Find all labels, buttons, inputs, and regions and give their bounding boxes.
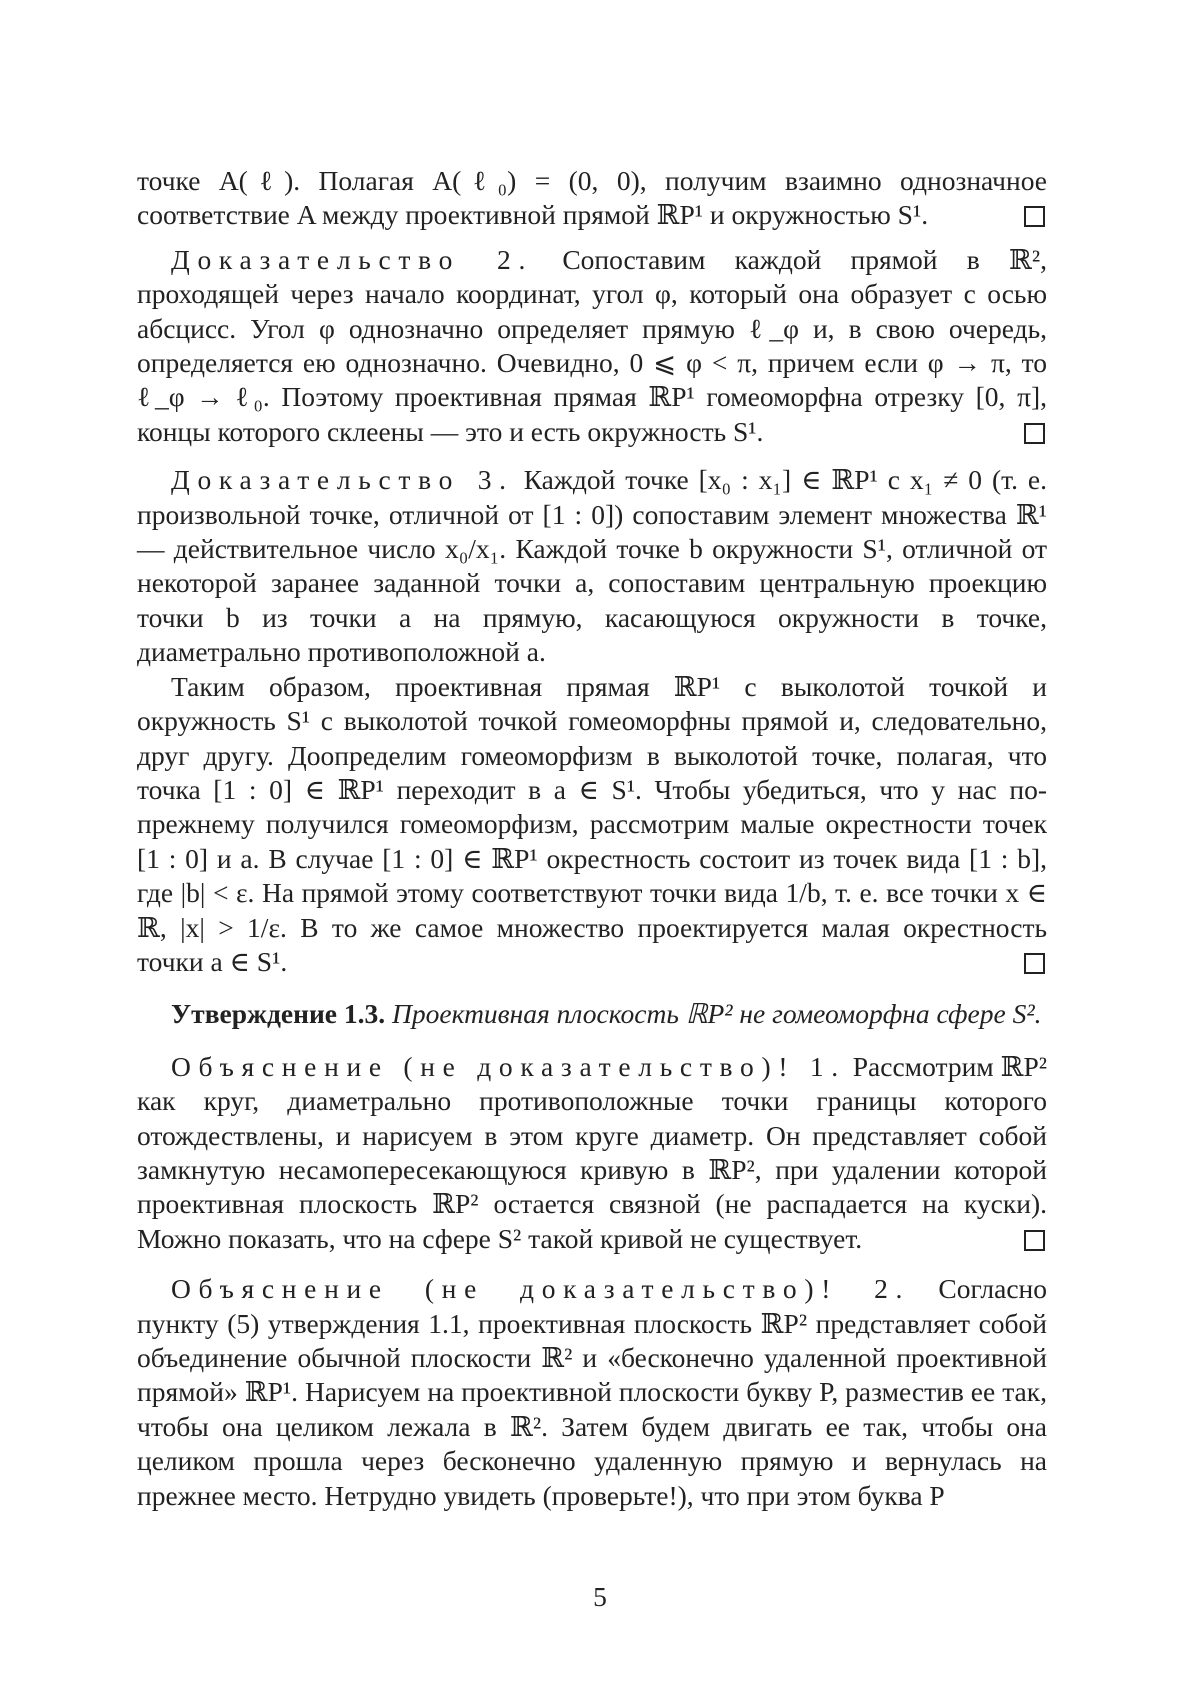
qed-square-icon: [1024, 953, 1045, 974]
qed-square-icon: [1024, 1230, 1045, 1251]
explanation-heading: Объяснение (не доказательство)! 2.: [171, 1273, 911, 1305]
paragraph-explanation-2: [137, 1272, 1047, 1513]
paragraph-explanation-1: [137, 1050, 1047, 1256]
paragraph-proof-1-end: [137, 164, 1047, 233]
qed-square-icon: [1024, 206, 1045, 227]
statement-heading: Утверждение 1.3.: [171, 998, 386, 1030]
paragraph-text: точке A(ℓ). Полагая A(ℓ₀) = (0, 0), получим взаимно однозначное соответствие A между проективной прямой ℝP¹ и окружностью S¹.: [137, 165, 1047, 231]
paragraph-text: Таким образом, проективная прямая ℝP¹ с выколотой точкой и окружность S¹ с выколотой точкой гомеоморфны прямой и, следовательно, друг другу. Доопределим гомеоморфизм в выколотой точке, полагая, что точка [1 : 0] ∈ ℝP¹ переходит в a ∈ S¹. Чтобы убедиться, что у нас по-прежнему получился гомеоморфизм, рассмотрим малые окрестности точек [1 : 0] и a. В случае [1 : 0] ∈ ℝP¹ окрестность состоит из точек вида [1 : b], где |b| < ε. На прямой этому соответствуют точки вида 1/b, т. е. все точки x ∈ ℝ, |x| > 1/ε. В то же самое множество проектируется малая окрестность точки a ∈ S¹.: [137, 670, 1047, 977]
paragraph-text: Согласно пункту (5) утверждения 1.1, проективная плоскость ℝP² представляет собой объединение обычной плоскости ℝ² и «бесконечно удаленной проективной прямой» ℝP¹. Нарисуем на проективной плоскости букву P, разместив ее так, чтобы она целиком лежала в ℝ². Затем будем двигать ее так, чтобы она целиком прошла через бесконечно удаленную прямую и вернулась на прежнее место. Нетрудно увидеть (проверьте!), что при этом буква P: [137, 1273, 1047, 1511]
proof-heading: Доказательство 2.: [171, 243, 534, 275]
paragraph-proof-2: [137, 243, 1047, 449]
proof-heading: Доказательство 3.: [171, 464, 514, 496]
paragraph-text: Каждой точке [x₀ : x₁] ∈ ℝP¹ с x₁ ≠ 0 (т. е. произвольной точке, отличной от [1 : 0]) сопоставим элемент множества ℝ¹ — действительное число x₀/x₁. Каждой точке b окружности S¹, отличной от некоторой заранее заданной точки a, сопоставим центральную проекцию точки b из точки a на прямую, касающуюся окружности в точке, диаметрально противоположной a.: [137, 464, 1047, 668]
explanation-heading: Объяснение (не доказательство)! 1.: [171, 1050, 846, 1082]
paragraph-text: Сопоставим каждой прямой в ℝ², проходящей через начало координат, угол φ, который она образует с осью абсцисс. Угол φ однозначно определяет прямую ℓ_φ и, в свою очередь, определяется ею однозначно. Очевидно, 0 ⩽ φ < π, причем если φ → π, то ℓ_φ → ℓ₀. Поэтому проективная прямая ℝP¹ гомеоморфна отрезку [0, π], концы которого склеены — это и есть окружность S¹.: [137, 243, 1047, 447]
paragraph-proof-3: [137, 463, 1047, 669]
statement-text: Проективная плоскость ℝP² не гомеоморфна сфере S².: [385, 998, 1042, 1030]
statement-1-3: [137, 997, 1047, 1031]
paragraph-text: Рассмотрим ℝP² как круг, диаметрально противоположные точки границы которого отождествлены, и нарисуем в этом круге диаметр. Он представляет собой замкнутую несамопересекающуюся кривую в ℝP², при удалении которой проективная плоскость ℝP² остается связной (не распадается на куски). Можно показать, что на сфере S² такой кривой не существует.: [137, 1050, 1047, 1254]
page-number: 5: [593, 1581, 607, 1612]
paragraph-proof-3-continued: [137, 670, 1047, 980]
qed-square-icon: [1024, 423, 1045, 444]
page-body: [137, 164, 1047, 1513]
